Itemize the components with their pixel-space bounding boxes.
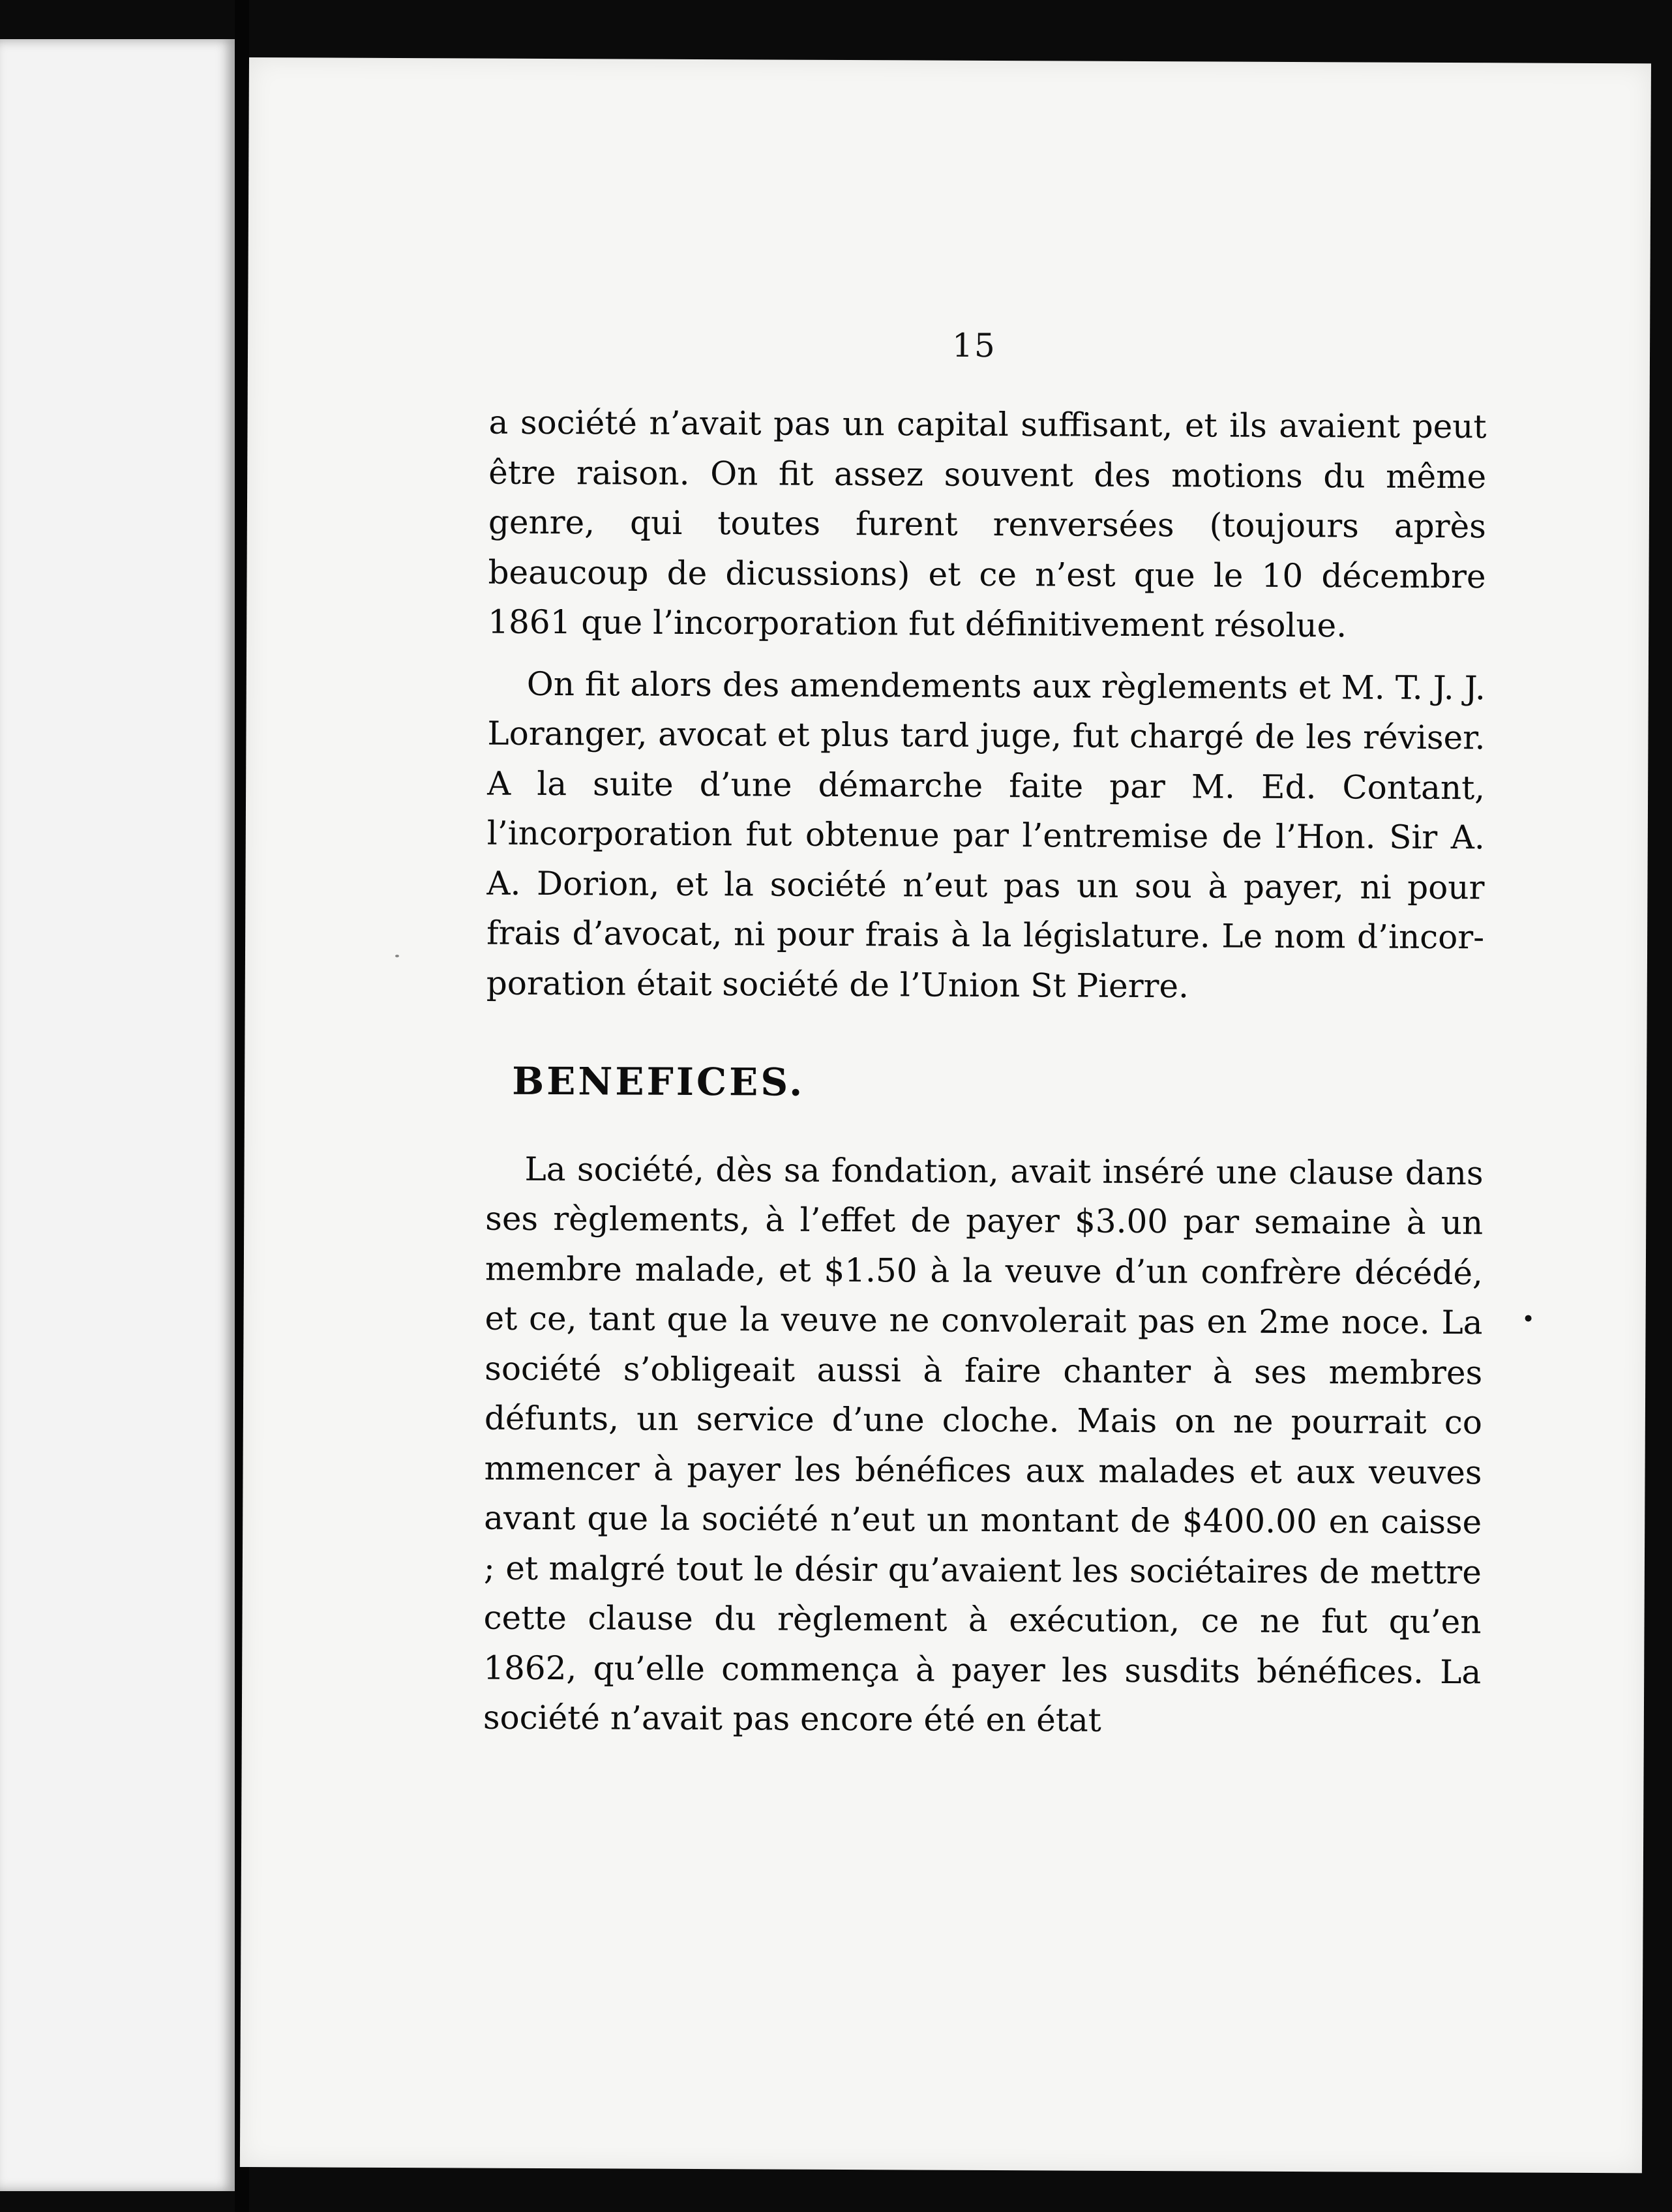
paragraph-benefits: La société, dès sa fondation, avait inséré une clause dans ses règlements, à l’effet de payer $3.00 par semaine à un membre malade, et $1.50 à la veuve d’un confrère décédé, et ce, tant que la veuve ne convolerait pas en 2me noce. La société s’obligeait aussi à faire chanter à ses membres défunts, un service d’une cloche. Mais on ne pourrait co mmencer à payer les bénéfices aux malades et aux veuves avant que la société n’eut un montant de $400.00 en caisse ; et malgré tout le désir qu’avaient les sociétaires de mettre cette clause du règlement à exécution, ce ne fut qu’en 1862, qu’elle commença à payer les susdits bénéfices. La société n’avait pas encore été en état — [483, 1150, 1484, 1739]
facing-page-edge — [0, 39, 235, 2191]
ink-speck — [395, 955, 399, 957]
page-number: 15 — [951, 326, 996, 365]
page-body — [483, 398, 1487, 1747]
ink-speck — [1525, 1315, 1532, 1322]
paragraph-incorporation-continued: a société n’avait pas un capital suffisant, et ils avaient peut être raison. On fit assez souvent des motions du même genre, qui toutes furent renversées (toujours après beaucoup de dicussions) et ce n’est que le 10 décembre 1861 que l’incorporation fut définitivement résolue. — [488, 403, 1487, 645]
book-page — [240, 57, 1651, 2173]
paragraph-amendments: On fit alors des amendements aux règlements et M. T. J. J. Loranger, avocat et plus tard juge, fut chargé de les réviser. A la suite d’une démarche faite par M. Ed. Contant, l’incorporation fut obtenue par l’entremise de l’Hon. Sir A. A. Dorion, et la société n’eut pas un sou à payer, ni pour frais d’avocat, ni pour frais à la législature. Le nom d’incorporation était société de l’Union St Pierre. — [486, 665, 1485, 1005]
section-heading: BENEFICES. — [512, 1058, 805, 1105]
